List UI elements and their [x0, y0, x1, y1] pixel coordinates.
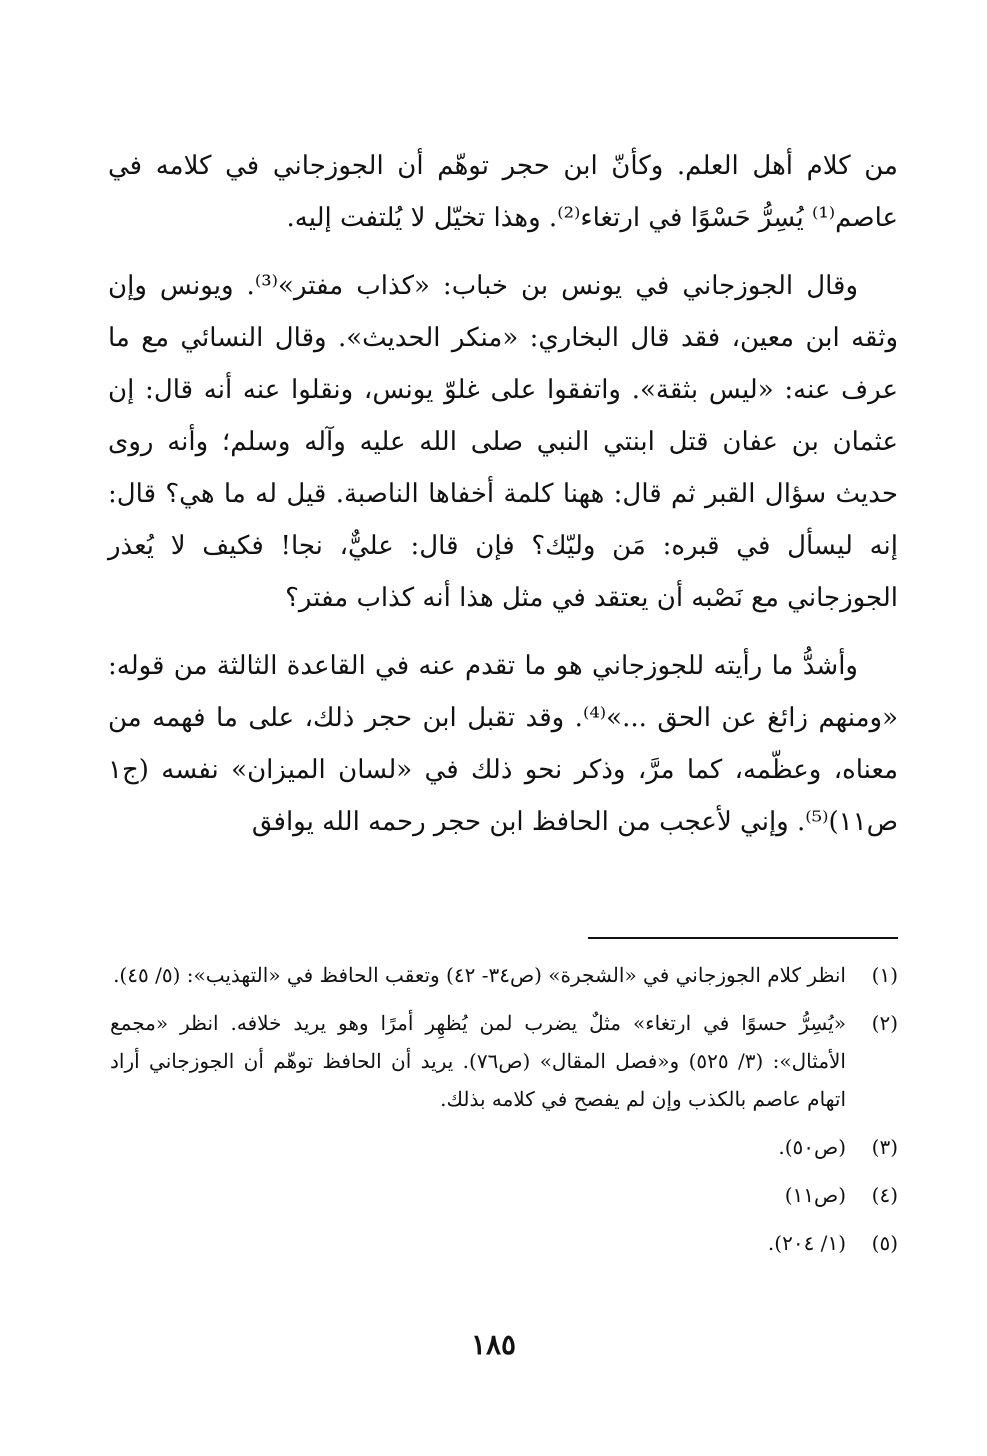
main-text [108, 140, 898, 864]
paragraph-1: من كلام أهل العلم. وكأنّ ابن حجر توهّم أن الجوزجاني في كلامه في عاصم⁽¹⁾ يُسِرُّ حَسْوًا في ارتغاء⁽²⁾. وهذا تخيّل لا يُلتفت إليه. [108, 151, 898, 233]
footnote-1 [110, 956, 898, 994]
footnote-text: (١/ ٢٠٤). [767, 1231, 846, 1255]
footnote-number: (٥) [871, 1231, 898, 1255]
paragraph-3: وأشدُّ ما رأيته للجوزجاني هو ما تقدم عنه في القاعدة الثالثة من قوله: «ومنهم زائغ عن الحق ...»⁽⁴⁾. وقد تقبل ابن حجر ذلك، على ما فهمه من معناه، وعظّمه، كما مرَّ، وذكر نحو ذلك في «لسان الميزان» نفسه (ج١ ص١١)⁽⁵⁾. وإني لأعجب من الحافظ ابن حجر رحمه الله يوافق [108, 651, 898, 837]
footnote-text: (ص٥٠). [778, 1135, 846, 1159]
footnote-2 [110, 1004, 898, 1118]
footnote-text: انظر كلام الجوزجاني في «الشجرة» (ص٣٤- ٤٢) وتعقب الحافظ في «التهذيب»: (٥/ ٤٥). [113, 963, 846, 987]
footnote-number: (٣) [871, 1135, 898, 1159]
footnote-5 [110, 1224, 898, 1262]
footnote-number: (١) [871, 963, 898, 987]
footnote-text: (ص١١) [784, 1183, 846, 1207]
page-number: ١٨٥ [470, 1328, 517, 1361]
paragraph-2: وقال الجوزجاني في يونس بن خباب: «كذاب مفتر»⁽³⁾. ويونس وإن وثقه ابن معين، فقد قال البخاري: «منكر الحديث». وقال النسائي مع ما عرف عنه: «ليس بثقة». واتفقوا على غلوّ يونس، ونقلوا عنه أنه قال: إن عثمان بن عفان قتل ابنتي النبي صلى الله عليه وآله وسلم؛ وأنه روى حديث سؤال القبر ثم قال: ههنا كلمة أخفاها الناصبة. قيل له ما هي؟ قال: إنه ليسأل في قبره: مَن وليّك؟ فإن قال: عليٌّ، نجا! فكيف لا يُعذر الجوزجاني مع نَصْبه أن يعتقد في مثل هذا أنه كذاب مفتر؟ [108, 271, 898, 613]
footnotes [110, 956, 898, 1272]
footnote-number: (٤) [871, 1183, 898, 1207]
footnote-text: «يُسِرُّ حسوًا في ارتغاء» مثلٌ يضرب لمن يُظهِر أمرًا وهو يريد خلافه. انظر «مجمع الأمثال»: (٣/ ٥٢٥) و«فصل المقال» (ص٧٦). يريد أن الحافظ توهّم أن الجوزجاني أراد اتهام عاصم بالكذب وإن لم يفصح في كلامه بذلك. [110, 1011, 846, 1111]
footnote-4 [110, 1176, 898, 1214]
footnote-divider [588, 937, 898, 939]
footnote-3 [110, 1128, 898, 1166]
footnote-number: (٢) [871, 1011, 898, 1035]
